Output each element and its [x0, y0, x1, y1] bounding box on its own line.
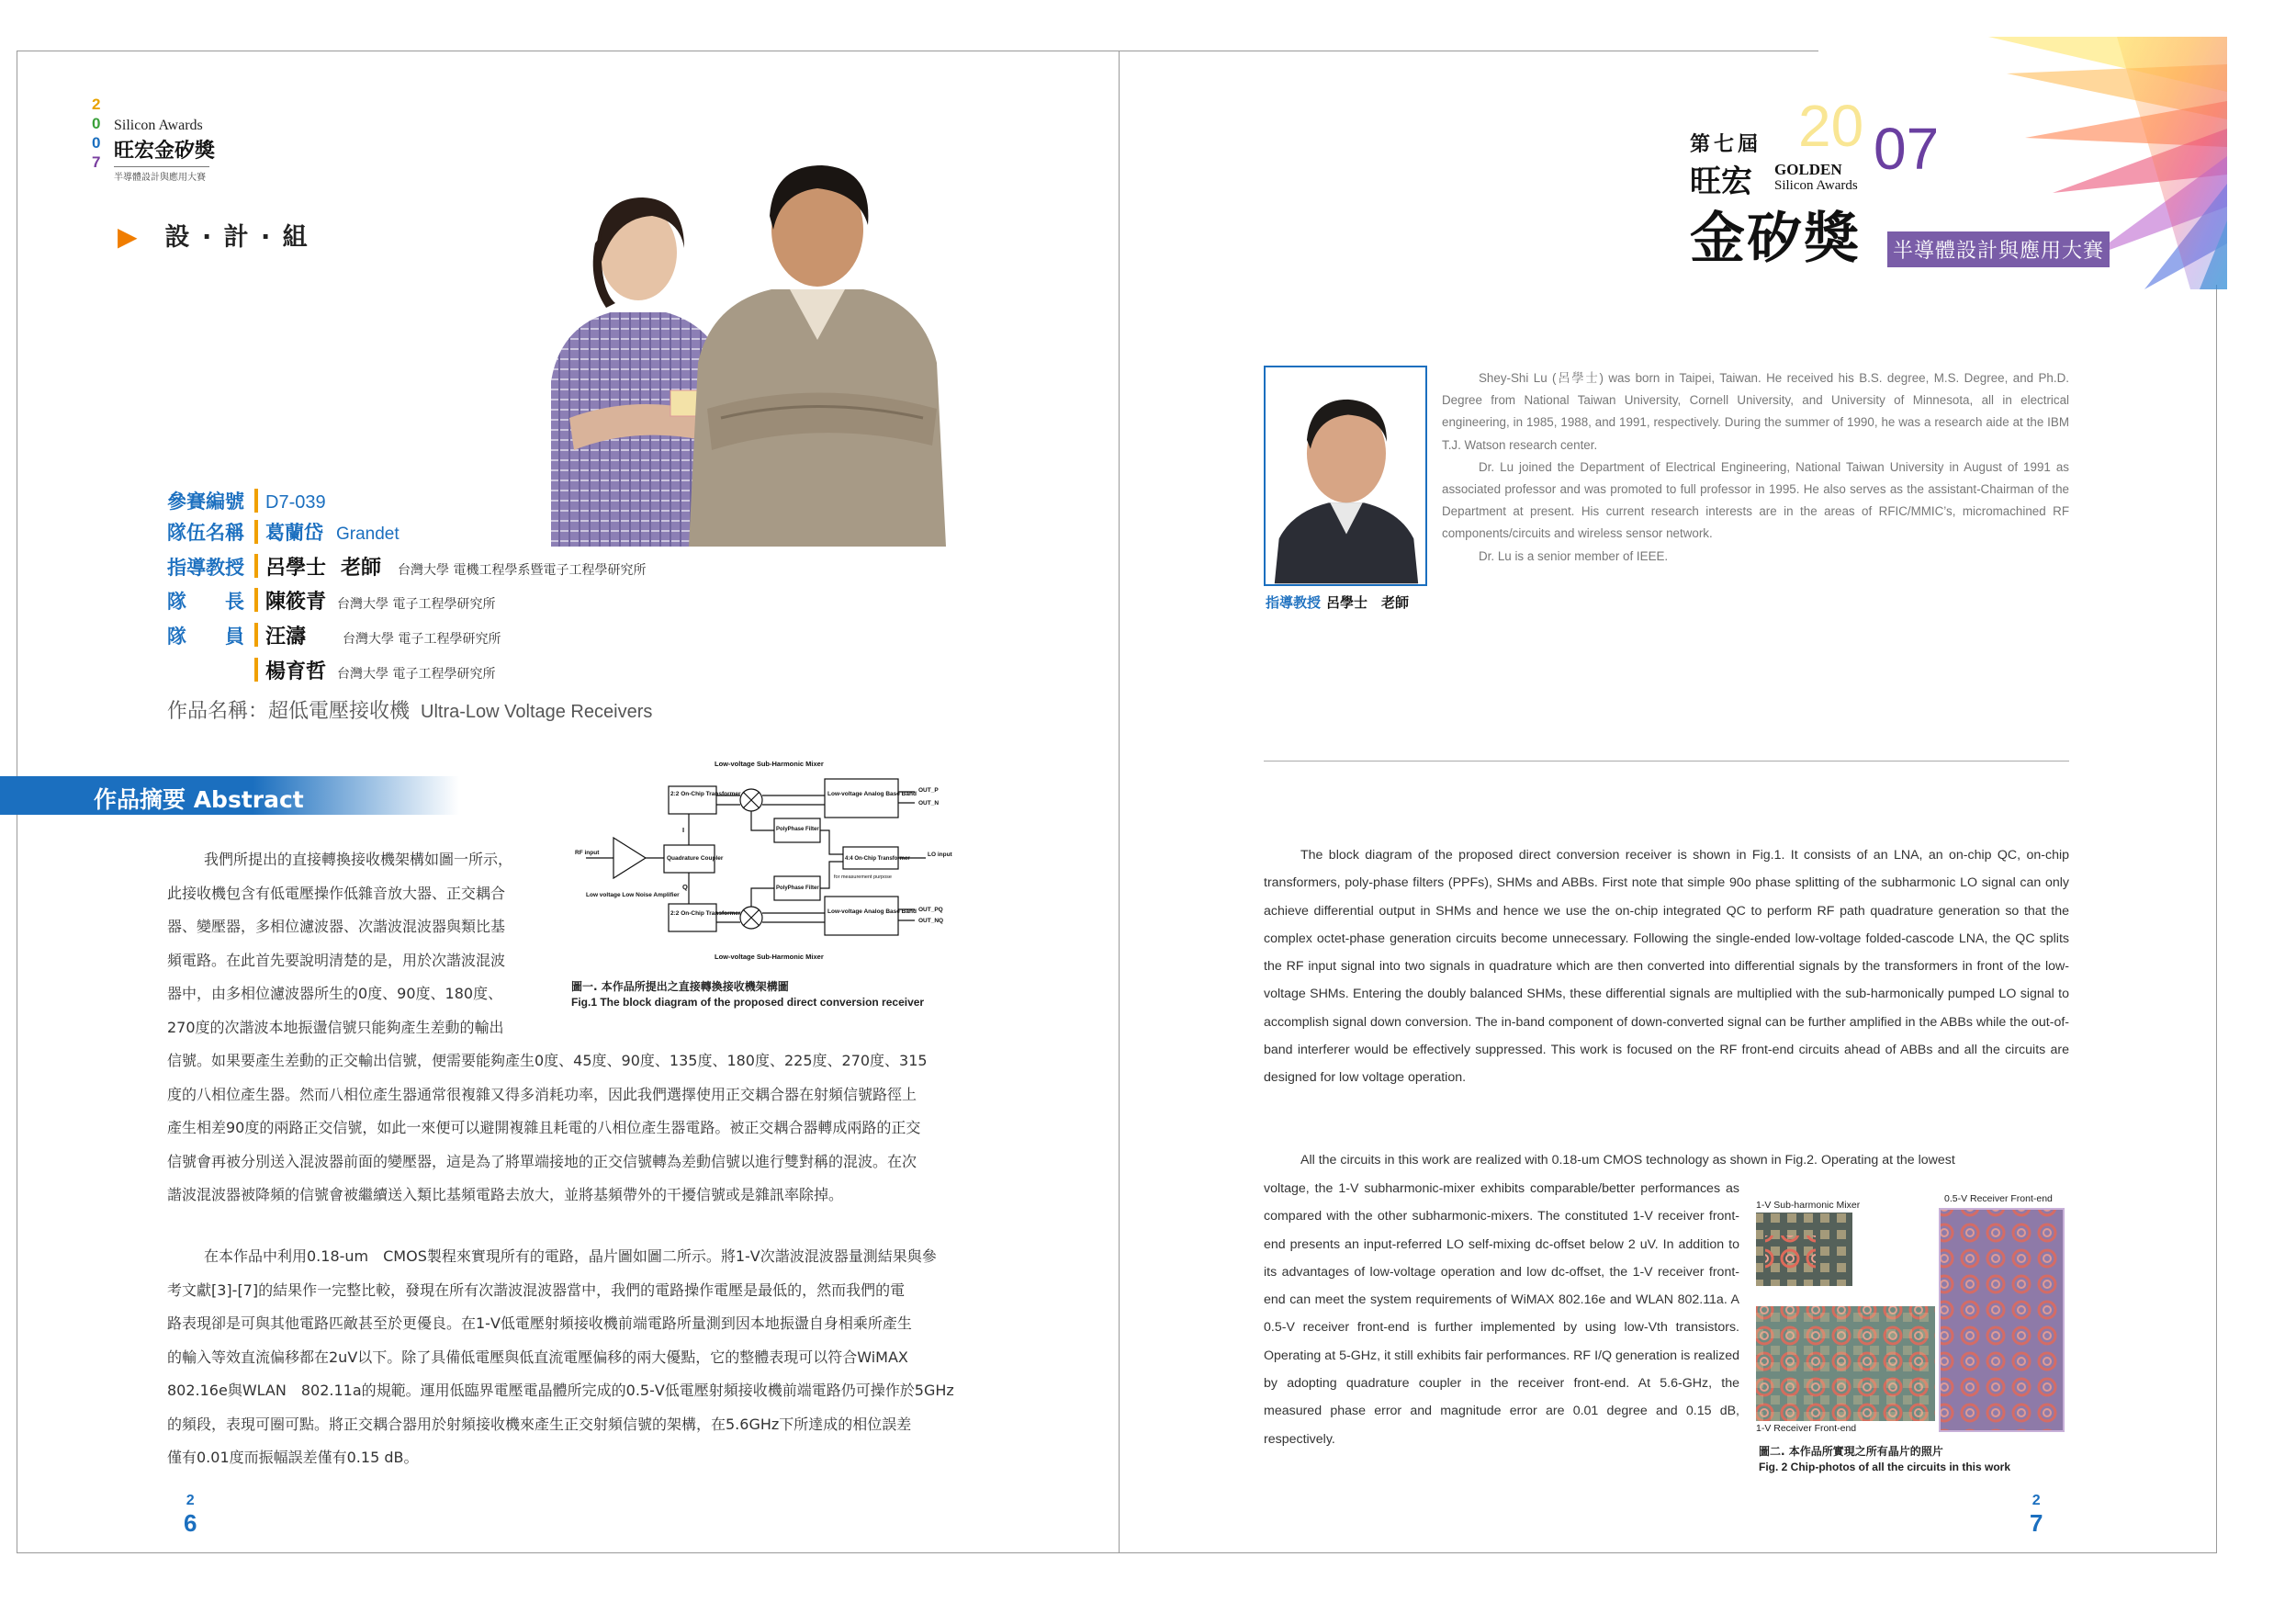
- brand-competition: 半導體設計與應用大賽: [1887, 231, 2110, 267]
- entry-no-row: [167, 487, 326, 514]
- para-line: 器、變壓器，多相位濾波器、次諧波混波器與類比基: [167, 918, 506, 935]
- team-name-row: [167, 518, 400, 546]
- abb-top-box: [825, 779, 898, 818]
- para-line: 路表現卻是可與其他電路匹敵甚至於更優良。在1-V低電壓射頻接收機前端電路所量測到因本地振盪自身相乘所產生: [167, 1314, 912, 1332]
- para-line: 器中，由多相位濾波器所生的0度、90度、180度、: [167, 985, 503, 1002]
- divider: [254, 588, 258, 612]
- leader-affil: 台灣大學 電子工程學研究所: [337, 597, 496, 612]
- abb-bottom-box: [825, 897, 898, 935]
- professor-photo: [1264, 366, 1427, 586]
- fig1-label-abb-top: Low-voltage Analog Base Band: [827, 791, 917, 797]
- para-line: 信號。如果要產生差動的正交輸出信號，便需要能夠產生0度、45度、90度、135度、180度、225度、270度、315: [167, 1052, 928, 1069]
- chip-label-05v: 0.5-V Receiver Front-end: [1944, 1193, 2053, 1204]
- xfmr-bottom-box: [669, 904, 716, 931]
- advisor-label: 指導教授: [167, 557, 244, 579]
- chip-photos: [1751, 1194, 2068, 1438]
- para-line: 考文獻[3]-[7]的結果作一完整比較，發現在所有次諧波混波器當中，我們的電路操作電壓是最低的，然而我們的電: [167, 1280, 906, 1299]
- competition-brand: [1690, 93, 2131, 276]
- page-number-right: [2030, 1493, 2043, 1538]
- bio-paragraph: Dr. Lu is a senior member of IEEE.: [1479, 548, 1669, 563]
- advisor-name: 呂學士: [265, 557, 327, 580]
- brand-gold-award: 金矽獎: [1690, 207, 1861, 271]
- leader-label: 隊 長: [167, 591, 244, 613]
- fig1-label-lna: Low voltage Low Noise Amplifier: [586, 892, 680, 898]
- fig1-label-lo: LO input: [928, 852, 952, 858]
- entry-no-value: D7-039: [265, 492, 326, 513]
- brand-macronix: 旺宏: [1690, 164, 1752, 200]
- para-line: 頻電路。在此首先要說明清楚的是，用於次諧波混波: [167, 951, 506, 969]
- brand-edition: 第七屆: [1690, 133, 1762, 156]
- divider: [254, 554, 258, 578]
- work-title-zh: 作品名稱：超低電壓接收機: [167, 700, 411, 723]
- chip-label-1v: 1-V Receiver Front-end: [1756, 1423, 1857, 1434]
- page-number-top: 2: [186, 1493, 195, 1508]
- year-digit: 0: [92, 115, 101, 132]
- leader-row: [167, 586, 495, 614]
- fig1-label-outn: OUT_N: [918, 800, 940, 807]
- fig1-label-xfmr-bottom: 2:2 On-Chip Transformer: [670, 910, 741, 917]
- para-line: 802.16e與WLAN 802.11a的規範。運用低臨界電壓電晶體所完成的0.5-V低電壓射頻接收機前端電路仍可操作於5GHz: [167, 1382, 954, 1399]
- divider: [254, 489, 258, 513]
- section-title-text: 設 · 計 · 組: [164, 223, 310, 252]
- work-title-en: Ultra-Low Voltage Receivers: [421, 702, 653, 722]
- abstract-heading-bar: [0, 776, 459, 815]
- team-name-label: 隊伍名稱: [167, 522, 244, 544]
- fig1-block-diagram: [568, 759, 972, 970]
- para-line: 度的八相位產生器。然而八相位產生器通常很複雜又得多消耗功率，因此我們選擇使用正交耦合器在射頻信號路徑上: [167, 1085, 917, 1103]
- professor-bio: [1442, 367, 2069, 568]
- member2-name: 楊育哲: [265, 660, 327, 683]
- divider: [254, 623, 258, 647]
- page-number-top: 2: [2032, 1493, 2041, 1508]
- year-digit: 2: [92, 96, 101, 113]
- team-name-en: Grandet: [336, 525, 400, 544]
- fig1-label-ppf2: PolyPhase Filter: [776, 886, 819, 891]
- fig1-label-measure: for measurement purpose: [834, 874, 892, 880]
- para-line: 在本作品中利用0.18-um CMOS製程來實現所有的電路，晶片圖如圖二所示。將1-V次諧波混波器量測結果與參: [204, 1247, 937, 1265]
- frame-right: [2216, 285, 2217, 1553]
- team-name-zh: 葛蘭岱: [265, 523, 323, 544]
- brand-year-b: 07: [1874, 116, 1940, 182]
- logo-line3: 半導體設計與應用大賽: [114, 166, 209, 183]
- divider-line: [1264, 761, 2069, 762]
- fig2-caption-zh: 圖二. 本作品所實現之所有晶片的照片: [1759, 1445, 1943, 1458]
- lna-triangle: [613, 838, 646, 878]
- brand-year-a: 20: [1798, 93, 1864, 159]
- para-line: 的輸入等效直流偏移都在2uV以下。除了具備低電壓與低直流電壓偏移的兩大優點，它的整體表現可以符合WiMAX: [167, 1348, 908, 1366]
- para-line: 產生相差90度的兩路正交信號，如此一來便可以避開複雜且耗電的八相位產生器電路。被正交耦合器轉成兩路的正交: [167, 1119, 921, 1136]
- member1-name: 汪濤: [265, 626, 307, 649]
- para-line: 我們所提出的直接轉換接收機架構如圖一所示，: [204, 851, 513, 868]
- para-line: 270度的次諧波本地振盪信號只能夠產生差動的輸出: [167, 1018, 504, 1036]
- para-line: 信號會再被分別送入混波器前面的變壓器，這是為了將單端接地的正交信號轉為差動信號以進行雙對稱的混波。在次: [167, 1152, 917, 1170]
- fig1-label-mixer-top: Low-voltage Sub-Harmonic Mixer: [715, 760, 824, 768]
- fig1-label-xfmr-top: 2:2 On-Chip Transformer: [670, 791, 741, 797]
- chip-label-mixer: 1-V Sub-harmonic Mixer: [1756, 1200, 1861, 1211]
- abstract-en-para1: The block diagram of the proposed direct conversion receiver is shown in Fig.1. It consists of an LNA, an on-chip QC, on-chip transformers, poly-phase filters (PPFs), SHMs and ABBs. First note that simple 90o phase splitting of the subharmonic LO signal can only achieve differential output in SHMs and hence we use the on-chip integrated QC to perform RF path quadrature generation so that the complex octet-phase generation circuits become unnecessary. Following the single-ended low-voltage folded-cascode LNA, the QC splits the RF input signal into two signals in quadrature which are then converted into differential signals by the transformers in front of the low-voltage SHMs. Entering the doubly balanced SHMs, these differential signals are multiplied with the sub-harmonically pumped LO signal to accomplish signal down conversion. The in-band component of down-converted signal can be further amplified in the ABBs while the out-of-band interferer would be effectively suppressed. This work is focused on the RF front-end circuits ahead of ABBs and all the circuits are designed for low voltage operation.: [1264, 848, 2069, 1086]
- bio-paragraph: Dr. Lu joined the Department of Electrical Engineering, National Taiwan University in August of 1991 as associated professor and was promoted to full professor in 1995. He also serves as the assistant-Chairman of the Department at present. His current research interests are in the areas of RFIC/MMIC’s, micromachined RF components/circuits and wireless sensor network.: [1442, 459, 2069, 541]
- fig1-label-abb-bottom: Low-voltage Analog Base Band: [827, 908, 917, 915]
- fig2-caption: [1759, 1444, 2010, 1475]
- logo-line1: Silicon Awards: [114, 118, 203, 133]
- fig1-label-coupler: Quadrature Coupler: [667, 855, 724, 862]
- fig1-caption-zh: 圖一. 本作品所提出之直接轉換接收機架構圖: [571, 980, 789, 993]
- year-digit: 0: [92, 134, 101, 152]
- member-label: 隊 員: [167, 626, 244, 648]
- para-line: 的頻段，表現可圈可點。將正交耦合器用於射頻接收機來產生正交射頻信號的架構，在5.6GHz下所達成的相位誤差: [167, 1415, 912, 1433]
- brand-silicon-awards: Silicon Awards: [1774, 178, 1858, 193]
- page-number-main: 6: [184, 1509, 197, 1537]
- brand-golden: GOLDEN: [1774, 161, 1842, 178]
- fig1-label-q: Q: [682, 883, 688, 891]
- team-photo: [514, 142, 1010, 547]
- fig2-caption-en: Fig. 2 Chip-photos of all the circuits in this work: [1759, 1461, 2011, 1473]
- bio-paragraph: Shey-Shi Lu (呂學士) was born in Taipei, Taiwan. He received his B.S. degree, M.S. Degree, and Ph.D. Degree from National Taiwan University, Cornell University, and University of Minnesota, all in electrical engineering, in 1985, 1988, and 1991, respectively. During the summer of 1990, he was a research aide at the IBM T.J. Watson research center.: [1442, 371, 2069, 452]
- fig1-label-outnq: OUT_NQ: [918, 918, 944, 924]
- leader-name: 陳筱青: [265, 591, 327, 614]
- advisor-row: [167, 552, 646, 580]
- abstract-heading: 作品摘要 Abstract: [94, 786, 304, 813]
- para-line: 諧波混波器被降頻的信號會被繼續送入類比基頻電路去放大，並將基頻帶外的干擾信號或是雜訊率除掉。: [167, 1186, 844, 1203]
- member2-affil: 台灣大學 電子工程學研究所: [337, 667, 496, 682]
- professor-caption-label: 指導教授: [1266, 594, 1322, 611]
- fig1-label-outp: OUT_P: [918, 787, 939, 794]
- page-number-main: 7: [2030, 1509, 2043, 1537]
- frame-bottom: [17, 1552, 2216, 1553]
- professor-caption-name: 呂學士 老師: [1326, 594, 1410, 611]
- abstract-para2: [167, 1240, 975, 1475]
- logo-year: [92, 95, 105, 172]
- entry-no-label: 參賽編號: [167, 491, 244, 513]
- page-number-left: [184, 1493, 197, 1538]
- fig1-label-xfmr44: 4:4 On-Chip Transformer: [845, 856, 910, 862]
- fig1-label-rf: RF input: [575, 850, 600, 856]
- frame-spine: [1119, 51, 1120, 1553]
- abstract-para1-narrow: [167, 843, 553, 1044]
- professor-caption: [1266, 592, 1409, 612]
- work-title: [167, 695, 652, 724]
- year-digit: 7: [92, 153, 101, 171]
- para-line: 僅有0.01度而振幅誤差僅有0.15 dB。: [167, 1449, 419, 1466]
- abstract-en-para2-body: voltage, the 1-V subharmonic-mixer exhibits comparable/better performances as compared with the other subharmonic-mixers. The constituted 1-V receiver front-end presents an input-referred LO self-mixing dc-offset below 2 uV. In addition to its advantages of low-voltage operation and low dc-offset, the 1-V receiver front-end can meet the system requirements of WiMAX 802.16e and WLAN 802.11a. A 0.5-V receiver front-end is further implemented by using low-Vth transistors. Operating at 5-GHz, it still exhibits fair performances. RF I/Q generation is realized by adopting quadrature coupler in the receiver front-end. At 5.6-GHz, the measured phase error and magnitude error are 0.01 degree and 0.15 dB, respectively.: [1264, 1181, 1739, 1447]
- fig1-label-outpq: OUT_PQ: [918, 907, 943, 913]
- triangle-icon: ▶: [118, 221, 140, 252]
- para-line: 此接收機包含有低電壓操作低雜音放大器、正交耦合: [167, 884, 506, 902]
- fig1-caption-en: Fig.1 The block diagram of the proposed direct conversion receiver: [571, 996, 925, 1009]
- member2-row: [167, 656, 495, 683]
- section-title: [118, 217, 310, 253]
- member1-affil: 台灣大學 電子工程學研究所: [343, 632, 501, 647]
- member-row: [167, 621, 501, 649]
- logo-line2: 旺宏金矽獎: [114, 139, 216, 162]
- divider: [254, 520, 258, 544]
- fig1-label-i: I: [682, 826, 685, 834]
- fig1-label-mixer-bottom: Low-voltage Sub-Harmonic Mixer: [715, 953, 824, 961]
- advisor-title: 老師: [341, 557, 382, 580]
- man-figure: [689, 165, 946, 547]
- abstract-en-para2-lead: All the circuits in this work are realized with 0.18-um CMOS technology as shown in Fig.2. Operating at the lowest: [1300, 1153, 1955, 1168]
- fig1-caption: [571, 979, 924, 1010]
- logo: [114, 118, 215, 183]
- advisor-affil: 台灣大學 電機工程學系暨電子工程學研究所: [398, 563, 647, 578]
- fig1-label-ppf1: PolyPhase Filter: [776, 827, 819, 832]
- divider: [254, 658, 258, 682]
- abstract-para1-full: [167, 1044, 975, 1213]
